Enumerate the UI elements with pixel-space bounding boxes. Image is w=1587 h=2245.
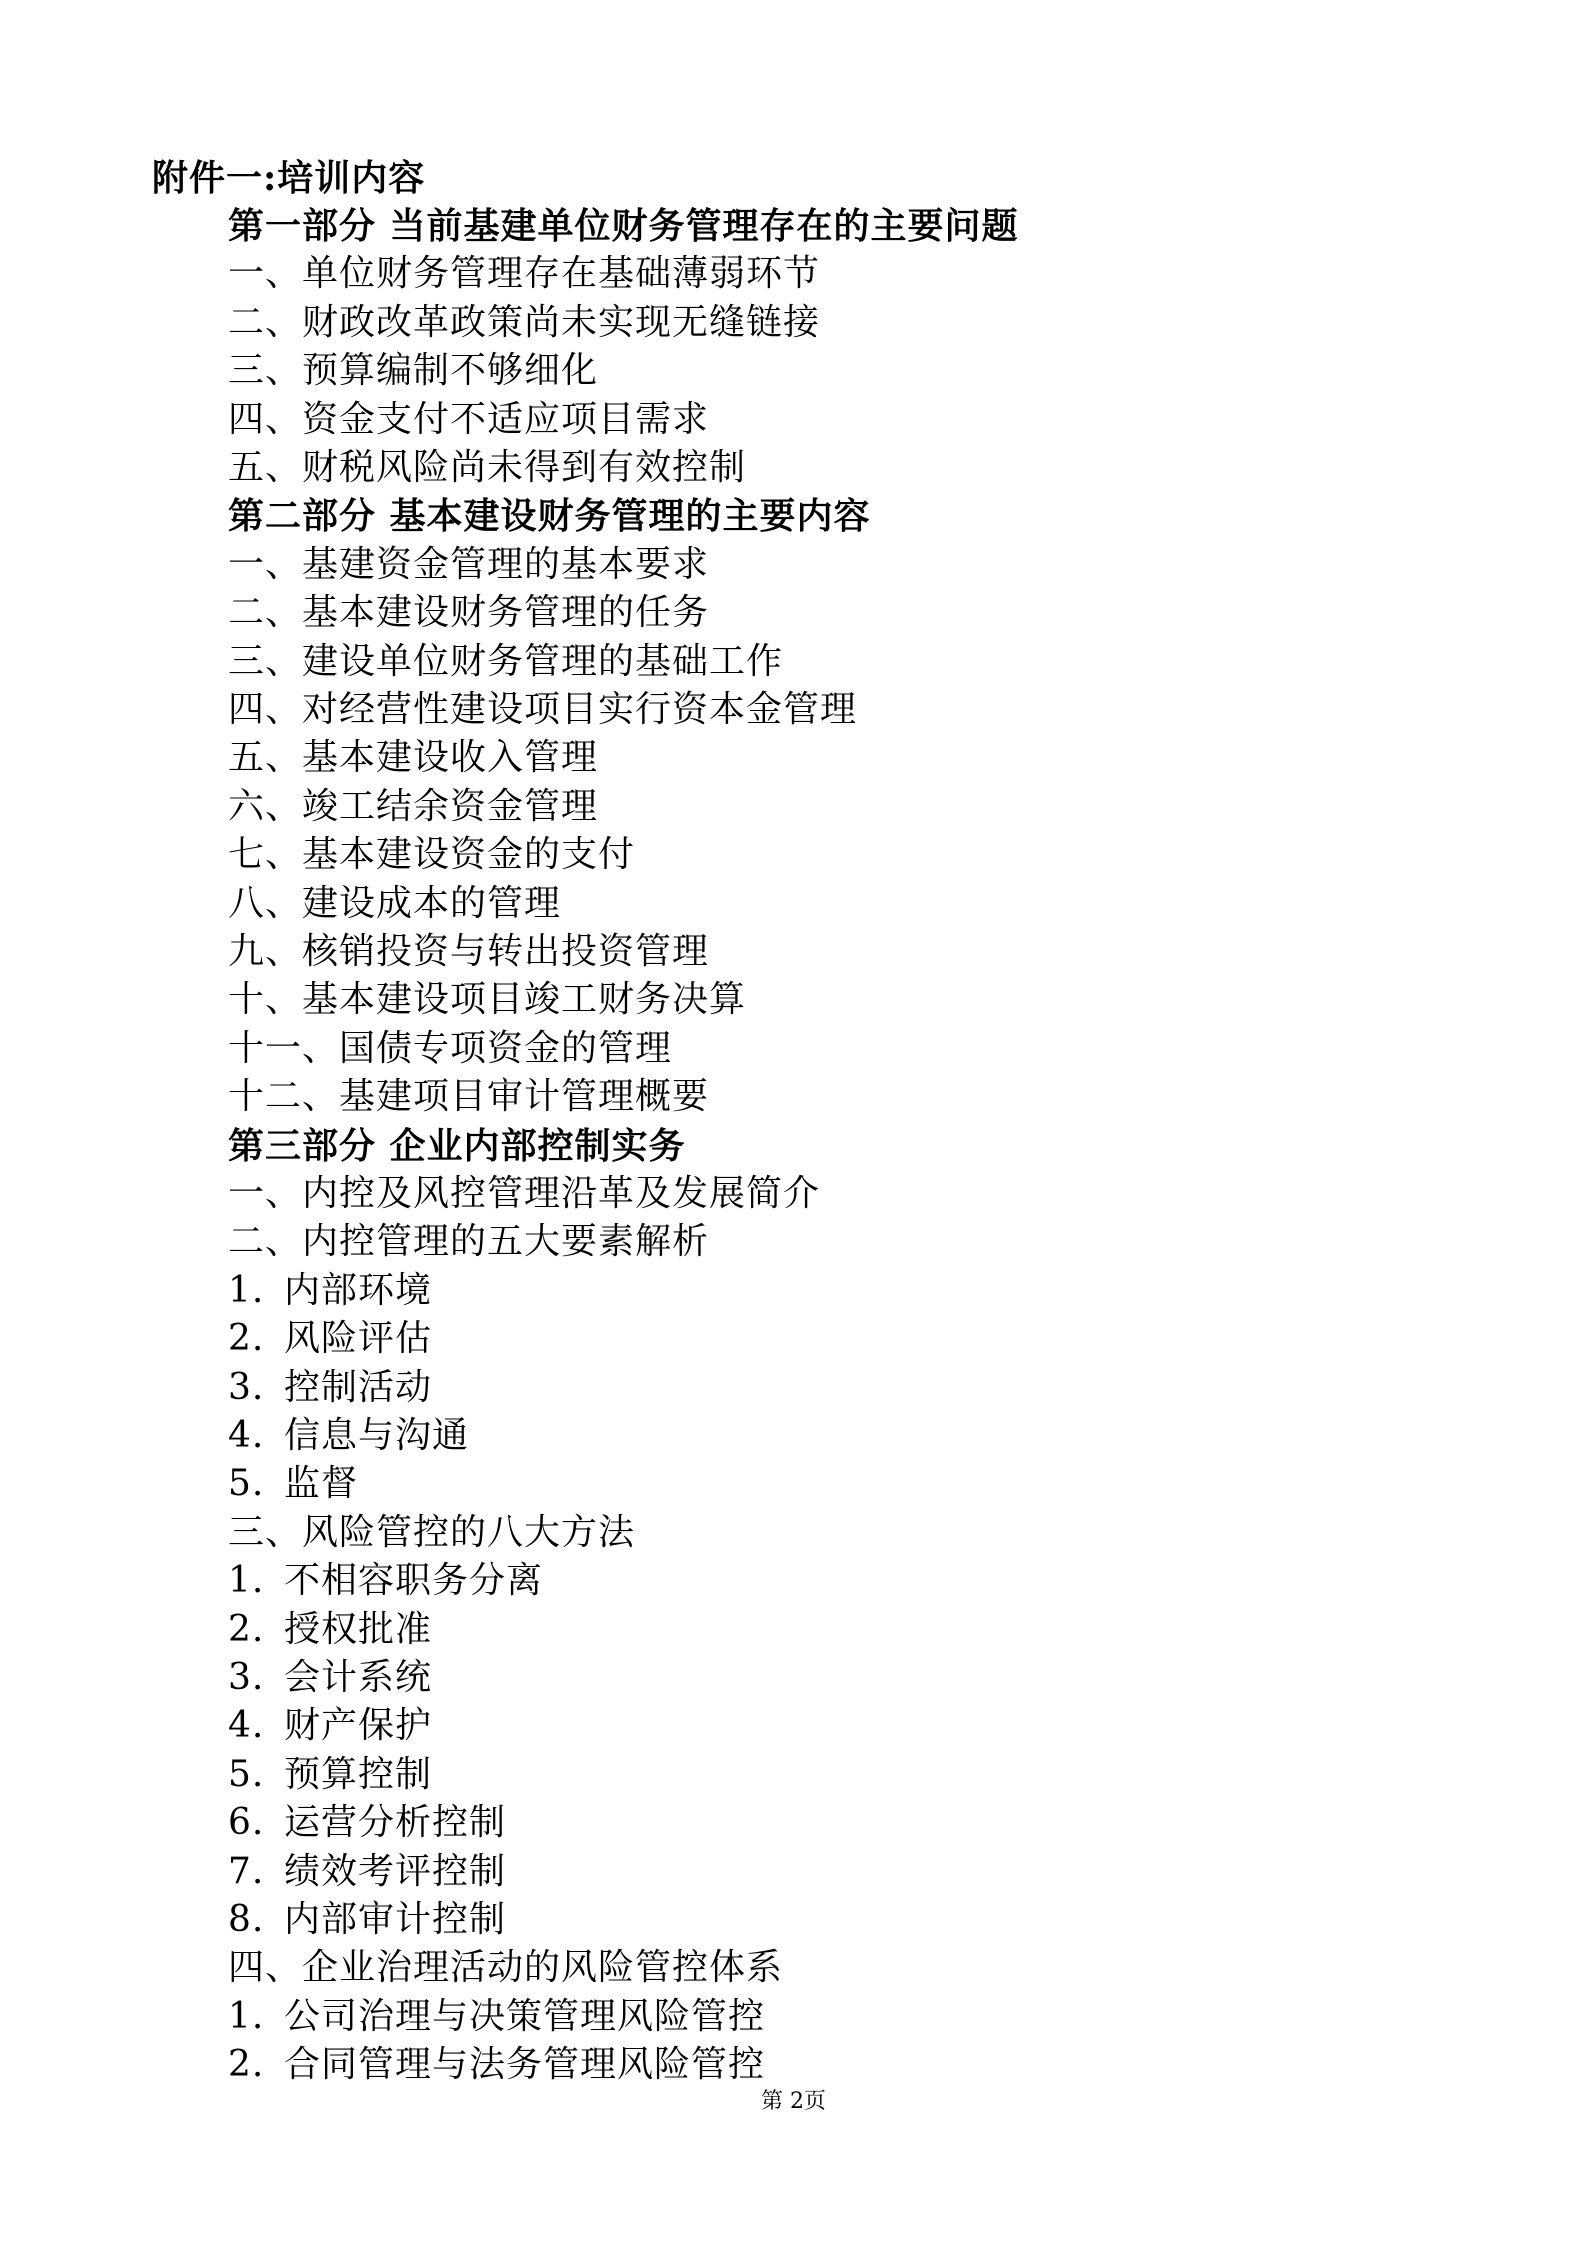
subitem-number: 5. [228, 1753, 265, 1795]
subitem-number: 1. [228, 1995, 265, 2037]
subitem-number: 5. [228, 1463, 265, 1505]
subitem-text: 控制活动 [284, 1366, 433, 1408]
subitem-text: 内部审计控制 [284, 1899, 507, 1940]
outline-subitem [228, 1898, 506, 1942]
outline-item: 四、对经营性建设项目实行资本金管理 [228, 689, 858, 730]
outline-subitem [228, 1462, 358, 1506]
outline-item: 十二、基建项目审计管理概要 [228, 1076, 710, 1118]
outline-item: 三、预算编制不够细化 [228, 350, 599, 392]
subitem-text: 不相容职务分离 [284, 1560, 544, 1602]
outline-subitem [228, 1801, 506, 1845]
section-heading: 第二部分 基本建设财务管理的主要内容 [228, 495, 871, 538]
subitem-number: 7. [228, 1850, 265, 1892]
subitem-number: 2. [228, 1318, 265, 1360]
outline-item: 十、基本建设项目竣工财务决算 [228, 979, 747, 1021]
outline-item: 七、基本建设资金的支付 [228, 834, 636, 876]
outline-subitem [228, 1995, 765, 2039]
outline-subitem [228, 2043, 765, 2087]
outline-subitem [228, 1656, 432, 1700]
subitem-text: 财产保护 [284, 1705, 433, 1747]
outline-item: 二、基本建设财务管理的任务 [228, 592, 710, 634]
outline-subitem [228, 1269, 432, 1313]
section-heading: 第一部分 当前基建单位财务管理存在的主要问题 [228, 205, 1019, 247]
outline-item: 一、单位财务管理存在基础薄弱环节 [228, 253, 821, 295]
subitem-text: 合同管理与法务管理风险管控 [284, 2044, 766, 2086]
subitem-number: 1. [228, 1269, 265, 1311]
outline-item: 四、资金支付不适应项目需求 [228, 398, 710, 440]
subitem-number: 6. [228, 1802, 265, 1844]
subitem-text: 绩效考评控制 [284, 1850, 507, 1892]
document-title: 附件一:培训内容 [152, 157, 426, 199]
outline-item: 二、财政改革政策尚未实现无缝链接 [228, 301, 821, 343]
outline-item: 三、建设单位财务管理的基础工作 [228, 640, 784, 682]
outline-item: 五、基本建设收入管理 [228, 737, 599, 779]
outline-item: 九、核销投资与转出投资管理 [228, 931, 710, 972]
outline-item: 二、内控管理的五大要素解析 [228, 1221, 710, 1263]
outline-item: 三、风险管控的八大方法 [228, 1511, 636, 1553]
subitem-text: 风险评估 [284, 1318, 433, 1360]
outline-subitem [228, 1753, 432, 1797]
subitem-text: 信息与沟通 [284, 1415, 470, 1456]
outline-item: 八、建设成本的管理 [228, 882, 562, 924]
outline-item: 六、竣工结余资金管理 [228, 785, 599, 827]
subitem-number: 8. [228, 1899, 265, 1940]
subitem-text: 公司治理与决策管理风险管控 [284, 1995, 766, 2037]
outline-subitem [228, 1366, 432, 1410]
outline-subitem [228, 1414, 469, 1458]
subitem-text: 内部环境 [284, 1269, 433, 1311]
subitem-number: 2. [228, 2044, 265, 2086]
page-number-footer: 第 2页 [761, 2089, 826, 2114]
outline-subitem [228, 1608, 432, 1652]
subitem-number: 3. [228, 1657, 265, 1698]
outline-subitem [228, 1317, 432, 1361]
subitem-text: 监督 [284, 1463, 359, 1505]
subitem-text: 授权批准 [284, 1608, 433, 1650]
subitem-number: 4. [228, 1415, 265, 1456]
section-heading: 第三部分 企业内部控制实务 [228, 1124, 686, 1167]
subitem-text: 会计系统 [284, 1657, 433, 1698]
outline-item: 五、财税风险尚未得到有效控制 [228, 447, 747, 488]
subitem-number: 2. [228, 1608, 265, 1650]
outline-subitem [228, 1559, 543, 1603]
outline-subitem [228, 1850, 506, 1894]
outline-item: 四、企业治理活动的风险管控体系 [228, 1947, 784, 1989]
outline-item: 一、内控及风控管理沿革及发展简介 [228, 1173, 821, 1214]
outline-subitem [228, 1704, 432, 1748]
outline-item: 一、基建资金管理的基本要求 [228, 543, 710, 585]
subitem-number: 3. [228, 1366, 265, 1408]
subitem-number: 1. [228, 1560, 265, 1602]
subitem-text: 运营分析控制 [284, 1802, 507, 1844]
outline-item: 十一、国债专项资金的管理 [228, 1027, 673, 1069]
subitem-text: 预算控制 [284, 1753, 433, 1795]
subitem-number: 4. [228, 1705, 265, 1747]
